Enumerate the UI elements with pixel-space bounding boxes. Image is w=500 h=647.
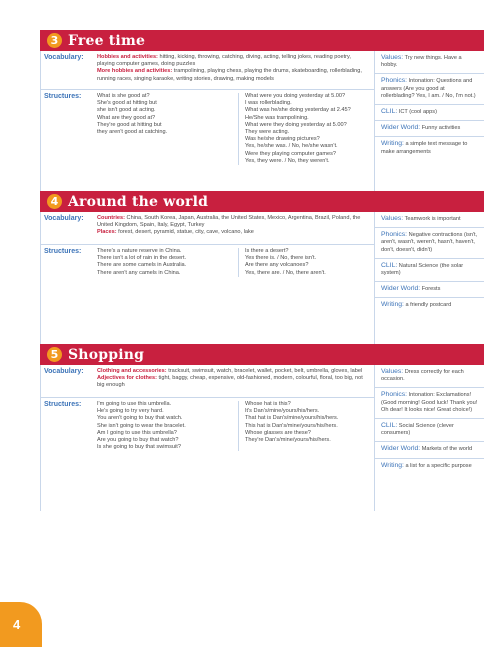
structure-line: You aren't going to buy that watch. [97,415,183,422]
unit-title: Free time [68,32,146,49]
unit-side-column [375,212,484,344]
structures-content [93,90,374,168]
side-divider [375,441,484,442]
side-item-text: Teamwork is important [403,216,461,222]
side-item-label: Wider World: [381,285,421,293]
side-divider [375,281,484,282]
structures-content [93,398,374,454]
structure-line: Is she going to buy that swimsuit? [97,444,181,451]
structures-label: Structures: [44,93,82,100]
structure-line: I was rollerblading. [245,100,292,107]
unit-header [40,191,484,212]
side-item-label: Values: [381,368,404,375]
side-item-text: a simple text message to make arrangements [381,141,468,155]
side-item [381,462,479,470]
structure-line: I'm going to use this umbrella. [97,401,172,407]
side-item [381,215,479,223]
side-item-label: Wider World: [381,124,421,132]
vocabulary-group-text: forest, desert, pyramid, statue, city, cave, volcano, lake [116,229,254,236]
page-number: 4 [13,617,21,632]
side-item-text: Markets of the world [420,446,473,453]
unit-main-column [41,365,375,511]
unit-body [40,365,484,511]
side-item-label: CLIL: [381,108,398,116]
structure-line: They were acting. [245,129,290,136]
side-divider [375,73,484,74]
structures-column-2 [238,401,370,451]
vocabulary-group-label: Places: [97,229,117,236]
side-divider [375,418,484,419]
side-item [381,368,479,383]
unit-number-badge: 4 [47,194,62,209]
structure-line: He's going to try very hard. [97,408,164,415]
structure-line: Were they playing computer games? [245,150,336,157]
unit-side-column [375,365,484,511]
unit-5 [40,344,484,511]
vocabulary-content [93,212,374,244]
structure-line: There isn't a lot of rain in the desert. [97,255,187,262]
side-item [381,77,479,100]
side-item-text: Funny activities [420,125,461,132]
structures-content [93,245,374,280]
side-item-text: Intonation: Questions and answers (Are you good at rollerblading? Yes, I am. / No, I'm not.) [381,78,476,99]
side-item-text: Forests [420,286,441,293]
structure-line: What are they good at? [97,114,156,121]
page-number-tab [0,602,42,647]
unit-body [40,212,484,344]
side-item-text: a friendly postcard [403,302,452,309]
vocabulary-group [97,375,370,389]
structure-line: Are you going to buy that watch? [97,437,179,444]
side-divider [375,136,484,137]
side-item [381,445,479,453]
structures-row [41,398,374,454]
side-divider [375,258,484,259]
structure-line: What were you doing yesterday at 5.00? [245,93,346,99]
vocabulary-label: Vocabulary: [44,215,84,222]
side-item-label: CLIL: [381,261,398,269]
side-item-label: Values: [381,54,404,61]
side-divider [375,227,484,228]
side-item-text: Natural Science (the solar system) [381,262,464,277]
vocabulary-row [41,212,374,245]
vocabulary-group-text: tight, baggy, cheap, expensive, old-fashioned, modern, colourful, floral, too big, not big enough [97,375,363,389]
structure-line: Is there a desert? [245,248,289,254]
structure-line: There are some camels in Australia. [97,262,187,269]
side-item-text: Dress correctly for each occasion. [381,369,464,383]
structures-column-1 [97,248,238,277]
side-divider [375,387,484,388]
structure-line: It's Dan's/mine/yours/his/hers. [245,408,320,415]
side-item-text: Try new things. Have a hobby. [381,55,462,69]
unit-number-badge: 3 [47,33,62,48]
vocabulary-group [97,54,370,68]
vocabulary-group-label: Clothing and accessories: [97,368,167,374]
side-item-label: CLIL: [381,422,398,430]
side-item [381,391,479,414]
structures-row [41,245,374,280]
vocabulary-group [97,215,370,229]
vocabulary-row [41,365,374,398]
structure-line: Whose glasses are these? [245,429,311,436]
structure-line: She isn't going to wear the bracelet. [97,422,186,429]
side-item-text: ICT (cool apps) [397,109,437,116]
structure-line: Yes, they were. / No, they weren't. [245,157,330,164]
side-item [381,262,479,277]
side-item [381,124,479,132]
unit-title: Shopping [68,346,145,363]
vocabulary-group [97,68,370,82]
side-item-label: Wider World: [381,445,421,453]
side-item [381,422,479,437]
unit-title: Around the world [68,193,209,210]
side-item-label: Phonics: [381,391,408,399]
side-item-text: a list for a specific purpose [403,462,472,469]
structure-line: She's good at hitting but [97,100,157,107]
structure-line: they aren't good at catching. [97,129,168,136]
structure-line: Yes there is. / No, there isn't. [245,255,317,262]
unit-main-column [41,51,375,191]
structures-column-2 [238,93,370,165]
structure-line: she isn't good at acting. [97,107,156,114]
structure-line: He/She was trampolining. [245,114,309,121]
side-item-text: Intonation: Exclamations! (Good morning! Good luck! Thank you! Oh dear! It looks nice! Great choice!) [381,392,478,413]
side-item-label: Writing: [381,301,404,309]
side-divider [375,297,484,298]
unit-3 [40,30,484,191]
structure-line: What was he/she doing yesterday at 2.45? [245,107,351,114]
side-item [381,108,479,116]
vocabulary-label: Vocabulary: [44,54,84,61]
side-item-label: Values: [381,215,404,222]
structure-line: Am I going to use this umbrella? [97,429,177,436]
side-divider [375,120,484,121]
structure-line: Are there any volcanoes? [245,262,309,269]
unit-4 [40,191,484,344]
structure-line: Yes, there are. / No, there aren't. [245,269,326,276]
unit-number-badge: 5 [47,347,62,362]
structures-column-1 [97,93,238,165]
side-item [381,140,479,155]
vocabulary-row [41,51,374,90]
structure-line: What were they doing yesterday at 5.00? [245,121,347,128]
vocabulary-group-label: Adjectives for clothes: [97,375,157,382]
side-item [381,231,479,254]
structure-line: Whose hat is this? [245,401,291,407]
vocabulary-content [93,51,374,89]
vocabulary-label: Vocabulary: [44,368,84,375]
structures-label: Structures: [44,401,82,408]
vocabulary-group-text: hitting, kicking, throwing, catching, diving, acting, telling jokes, reading poetry, playing computer games, doing puzzles [97,54,351,68]
unit-header [40,344,484,365]
side-divider [375,104,484,105]
structures-row [41,90,374,168]
side-item [381,285,479,293]
structure-line: That hat is Dan's/mine/yours/his/hers. [245,415,339,422]
side-item [381,54,479,69]
vocabulary-group [97,368,370,375]
structure-line: Was he/she drawing pictures? [245,136,320,143]
structure-line: Yes, he/she was. / No, he/she wasn't. [245,143,338,150]
vocabulary-group-text: tracksuit, swimsuit, watch, bracelet, wallet, pocket, belt, umbrella, gloves, label [166,368,363,374]
structure-line: This hat is Dan's/mine/yours/his/hers. [245,422,338,429]
side-item [381,301,479,309]
vocabulary-group-label: Hobbies and activities: [97,54,158,60]
side-divider [375,458,484,459]
syllabus-page [40,30,484,511]
unit-header [40,30,484,51]
structures-label: Structures: [44,248,82,255]
vocabulary-group-label: More hobbies and activities: [97,68,173,75]
structure-line: They're Dan's/mine/yours/his/hers. [245,437,331,444]
structure-line: They're good at hitting but [97,121,162,128]
vocabulary-group-label: Countries: [97,215,125,221]
side-item-text: Social Science (clever consumers) [381,423,454,437]
side-item-label: Writing: [381,140,404,148]
vocabulary-content [93,365,374,397]
structures-column-1 [97,401,238,451]
structure-line: There aren't any camels in China. [97,269,181,276]
structure-line: There's a nature reserve in China. [97,248,182,254]
structure-line: What is she good at? [97,93,150,99]
structures-column-2 [238,248,370,277]
vocabulary-group-text: trampolining, playing chess, playing the drums, skateboarding, rollerblading, running races, singing karaoke, writing stories, drawing, making models [97,68,362,82]
vocabulary-group [97,229,370,236]
unit-body [40,51,484,191]
side-item-label: Phonics: [381,77,408,85]
side-item-label: Phonics: [381,231,408,239]
vocabulary-group-text: China, South Korea, Japan, Australia, the United States, Mexico, Argentina, Brazil, Poland, the United Kingdom, Spain, Italy, Egypt, Turkey [97,215,361,229]
side-item-label: Writing: [381,461,404,469]
unit-main-column [41,212,375,344]
side-item-text: Negative contractions (isn't, aren't, wasn't, weren't, hasn't, haven't, don't, doesn't, didn't) [381,232,478,253]
unit-side-column [375,51,484,191]
